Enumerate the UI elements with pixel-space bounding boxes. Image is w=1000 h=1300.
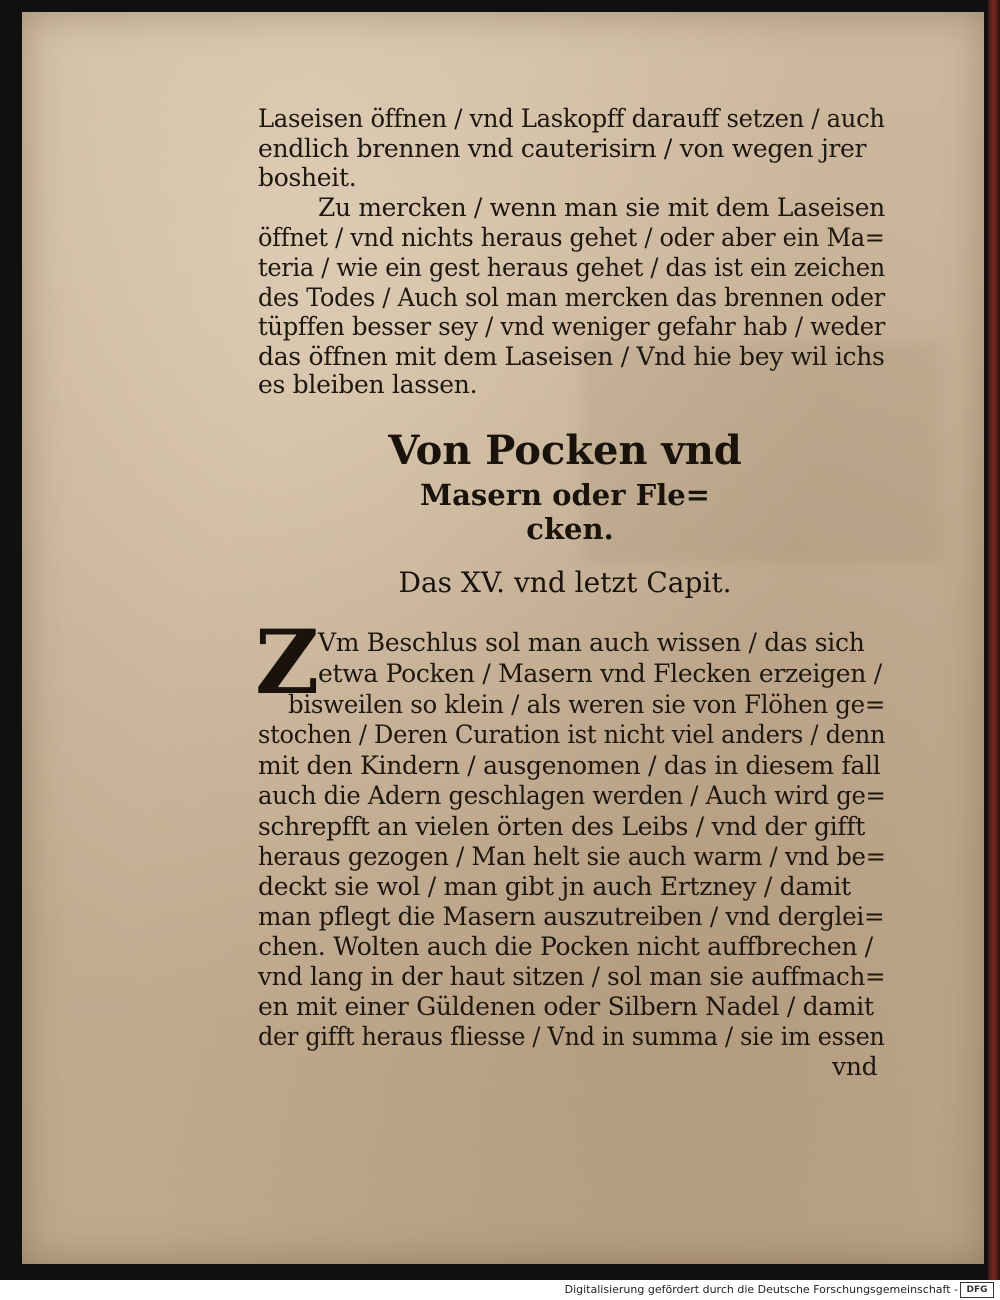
text-line: es bleiben lassen. — [258, 370, 478, 399]
dfg-logo: DFG — [960, 1282, 994, 1298]
section-heading-line3: cken. — [526, 512, 614, 546]
section-heading-line2: Masern oder Fle= — [420, 478, 710, 512]
text-line: Laseisen öffnen / vnd Laskopff darauff setzen / auch — [258, 104, 885, 133]
footer-bar — [0, 1280, 1000, 1300]
book-edge — [988, 0, 1000, 1280]
text-line: mit den Kindern / ausgenomen / das in diesem fall — [258, 751, 881, 780]
catchword: vnd — [832, 1052, 878, 1081]
text-line: auch die Adern geschlagen werden / Auch wird ge= — [258, 781, 886, 810]
text-line: deckt sie wol / man gibt jn auch Ertzney / damit — [258, 872, 851, 901]
text-line: man pflegt die Masern auszutreiben / vnd derglei= — [258, 902, 885, 931]
drop-cap: Z — [255, 610, 320, 714]
text-line: etwa Pocken / Masern vnd Flecken erzeigen / — [318, 659, 882, 688]
section-heading-line1: Von Pocken vnd — [388, 427, 742, 474]
text-line: bisweilen so klein / als weren sie von Flöhen ge= — [288, 690, 886, 719]
text-line: Vm Beschlus sol man auch wissen / das sich — [318, 628, 865, 657]
chapter-title: Das XV. vnd letzt Capit. — [398, 566, 732, 599]
text-line: bosheit. — [258, 163, 357, 192]
funding-credit: Digitalisierung gefördert durch die Deutsche Forschungsgemeinschaft - — [564, 1283, 958, 1296]
text-line: des Todes / Auch sol man mercken das brennen oder — [258, 283, 885, 312]
text-line: chen. Wolten auch die Pocken nicht auffbrechen / — [258, 932, 873, 961]
text-line: schrepfft an vielen örten des Leibs / vnd der gifft — [258, 812, 866, 841]
text-line: der gifft heraus fliesse / Vnd in summa / sie im essen — [258, 1022, 885, 1051]
text-line: das öffnen mit dem Laseisen / Vnd hie bey wil ichs — [258, 342, 885, 371]
text-line: Zu mercken / wenn man sie mit dem Laseisen — [318, 193, 885, 222]
text-line: heraus gezogen / Man helt sie auch warm / vnd be= — [258, 842, 886, 871]
text-line: vnd lang in der haut sitzen / sol man sie auffmach= — [258, 962, 886, 991]
text-line: öffnet / vnd nichts heraus gehet / oder aber ein Ma= — [258, 223, 885, 252]
text-line: endlich brennen vnd cauterisirn / von wegen jrer — [258, 134, 867, 163]
text-line: stochen / Deren Curation ist nicht viel anders / denn — [258, 720, 886, 749]
text-line: en mit einer Güldenen oder Silbern Nadel / damit — [258, 992, 874, 1021]
text-line: teria / wie ein gest heraus gehet / das ist ein zeichen — [258, 253, 885, 282]
text-line: tüpffen besser sey / vnd weniger gefahr hab / weder — [258, 312, 886, 341]
